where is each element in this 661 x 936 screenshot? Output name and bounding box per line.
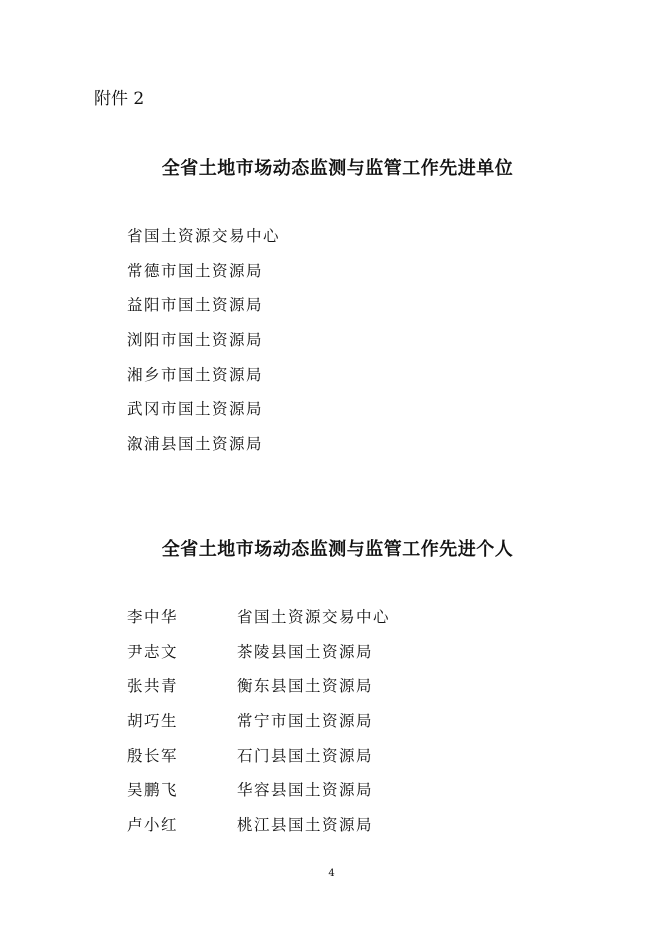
unit-item: 武冈市国土资源局 (127, 400, 264, 419)
individual-organization: 华容县国土资源局 (237, 781, 374, 800)
unit-item: 常德市国土资源局 (127, 261, 264, 280)
attachment-label: 附件 2 (94, 89, 145, 109)
individual-organization: 桃江县国土资源局 (237, 816, 374, 835)
unit-item: 溆浦县国土资源局 (127, 435, 264, 454)
individual-row (127, 814, 390, 849)
unit-item: 湘乡市国土资源局 (127, 365, 264, 384)
individual-organization: 茶陵县国土资源局 (237, 642, 374, 661)
individual-organization: 衡东县国土资源局 (237, 677, 374, 696)
advanced-individuals-title: 全省土地市场动态监测与监管工作先进个人 (161, 539, 514, 560)
advanced-units-title: 全省土地市场动态监测与监管工作先进单位 (161, 158, 514, 179)
individual-row (127, 641, 390, 676)
individual-organization: 省国土资源交易中心 (237, 608, 391, 626)
unit-item: 益阳市国土资源局 (127, 296, 264, 315)
individual-name: 胡巧生 (127, 712, 179, 731)
individual-name: 尹志文 (127, 642, 179, 661)
individual-row (127, 606, 390, 641)
individual-organization: 石门县国土资源局 (237, 746, 374, 765)
unit-item: 浏阳市国土资源局 (127, 331, 264, 350)
individual-row (127, 779, 390, 814)
individual-row (127, 710, 390, 745)
individual-name: 吴鹏飞 (127, 781, 179, 800)
individual-name: 殷长军 (127, 746, 179, 765)
individual-name: 卢小红 (127, 816, 179, 835)
individual-organization: 常宁市国土资源局 (237, 712, 374, 731)
page-number: 4 (328, 868, 335, 879)
individual-row (127, 745, 390, 780)
individual-name: 李中华 (127, 608, 179, 626)
advanced-individuals-list (127, 606, 390, 849)
advanced-units-list (127, 225, 280, 468)
unit-item: 省国土资源交易中心 (127, 227, 281, 245)
individual-row (127, 675, 390, 710)
individual-name: 张共青 (127, 677, 179, 696)
